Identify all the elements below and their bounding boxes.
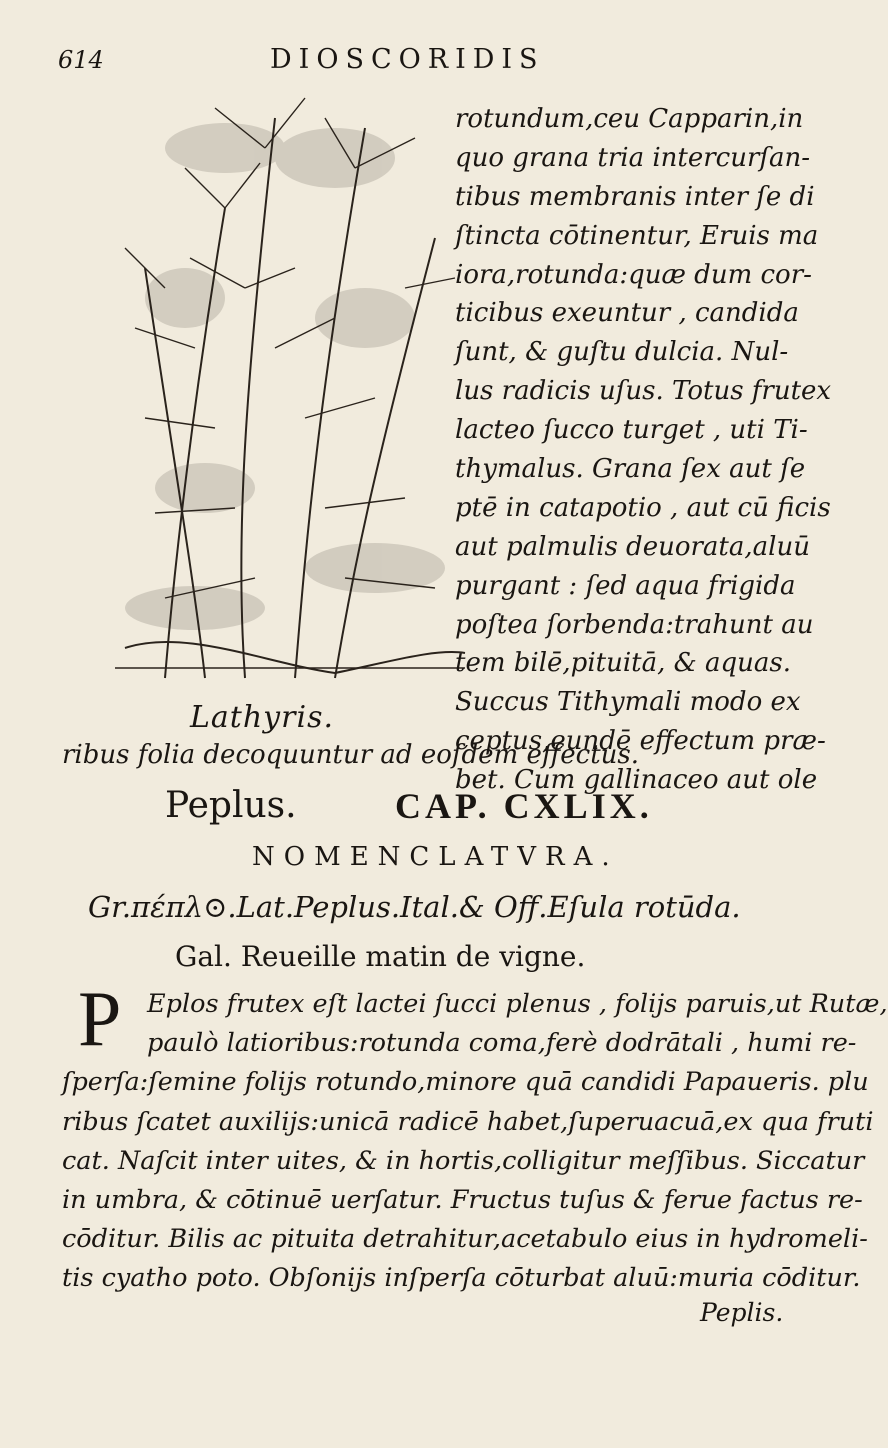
text-line: quo grana tria intercurſan- — [455, 142, 811, 173]
drop-cap-initial: P — [78, 975, 122, 1062]
text-line: ribus ſcatet auxilijs:unicā radicē habet,ſuperuacuā,ex qua fruti — [62, 1106, 874, 1137]
body-paragraph — [62, 985, 888, 1299]
nomenclatura-gallic: Gal. Reueille matin de vigne. — [175, 940, 586, 973]
text-line: in umbra, & cōtinuē uerſatur. Fructus tuſus & ferue factus re- — [62, 1184, 863, 1215]
text-line: Eplos frutex eſt lactei ſucci plenus , folijs paruis,ut Rutæ, — [147, 989, 888, 1019]
right-column-text — [455, 100, 832, 800]
text-line: ticibus exeuntur , candida — [455, 298, 799, 329]
text-line: rotundum,ceu Capparin,in — [455, 104, 804, 134]
figure-caption: Lathyris. — [190, 700, 334, 735]
page-number: 614 — [58, 46, 104, 74]
text-line: thymalus. Grana ſex aut ſe — [455, 454, 806, 485]
text-line: ſtincta cōtinentur, Eruis ma — [455, 220, 819, 251]
text-line: ſperſa:ſemine folijs rotundo,minore quā candidi Papaueris. plu — [62, 1067, 869, 1098]
text-line: ptē in catapotio , aut cū ficis — [455, 492, 831, 523]
text-line: lacteo ſucco turget , uti Ti- — [455, 415, 808, 446]
text-line: lus radicis uſus. Totus frutex — [455, 376, 832, 407]
chapter-title: Peplus. — [165, 785, 297, 826]
chapter-number: CAP. CXLIX. — [395, 786, 653, 826]
text-line: tis cyatho poto. Obſonijs inſperſa cōturbat aluū:muria cōditur. — [62, 1263, 861, 1294]
text-line: ceptus,eundē effectum præ- — [455, 726, 826, 757]
chapter-heading — [165, 785, 725, 833]
nomenclatura-heading: NOMENCLATVRA. — [252, 842, 619, 872]
text-line: tibus membranis inter ſe di — [455, 181, 815, 212]
nomenclatura-greek-latin: Gr.πέπλ⊙.Lat.Peplus.Ital.& Off.Eſula rotūda. — [88, 890, 741, 924]
text-line: purgant : ſed aqua frigida — [455, 570, 796, 601]
text-line: cat. Naſcit inter uites, & in hortis,colligitur meſſibus. Siccatur — [62, 1145, 865, 1176]
text-line: Succus Tithymali modo ex — [455, 687, 801, 718]
text-line: ſunt, & guſtu dulcia. Nul- — [455, 337, 789, 368]
text-line: iora,rotunda:quæ dum cor- — [455, 259, 812, 290]
text-line: aut palmulis deuorata,aluū — [455, 531, 810, 562]
text-line: tem bilē,pituitā, & aquas. — [455, 648, 792, 679]
lathyris-woodcut-illustration — [105, 88, 473, 698]
text-line: paulò latioribus:rotunda coma,ferè dodrātali , humi re- — [147, 1028, 857, 1059]
full-width-line: ribus folia decoquuntur ad eoſdem effectus. — [62, 740, 640, 770]
catchword: Peplis. — [700, 1298, 784, 1327]
text-line: poſtea ſorbenda:trahunt au — [455, 609, 814, 640]
text-line: bet. Cum gallinaceo aut ole — [455, 765, 818, 796]
text-line: cōditur. Bilis ac pituita detrahitur,acetabulo eius in hydromeli- — [62, 1224, 868, 1255]
running-head: DIOSCORIDIS — [270, 44, 545, 75]
